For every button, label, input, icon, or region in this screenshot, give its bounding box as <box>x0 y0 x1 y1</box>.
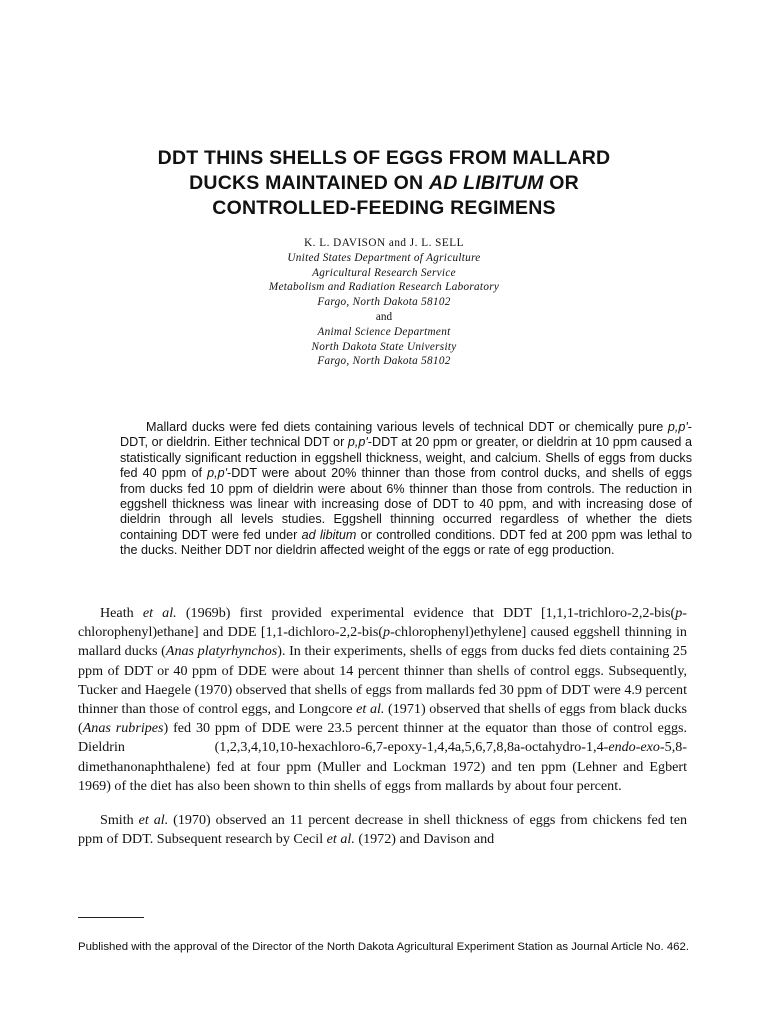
body-text: (1970) observed an 11 percent decrease in shell thickness of eggs from chickens fed ten ppm of DDT. Subsequent research by Cecil <box>78 812 688 848</box>
body-text: -5,8-dimethanonaphthalene) fed at four ppm (Muller and Lockman 1972) and ten ppm (Lehner and Egbert 1969) of the diet has also been shown to thin shells of eggs from mallards by about four percent. <box>78 739 687 794</box>
affiliation-line: Fargo, North Dakota 58102 <box>317 296 451 309</box>
abstract-text: or controlled conditions. DDT fed at 200 ppm was lethal to the ducks. Neither DDT nor dieldrin affected weight of the eggs or rate of egg production. <box>120 527 692 558</box>
affiliation-line: Fargo, North Dakota 58102 <box>317 355 451 368</box>
body-text: (1969b) first provided experimental evidence that DDT [1,1,1-trichloro-2,2-bis( <box>176 605 676 621</box>
affiliation-line: North Dakota State University <box>311 340 457 353</box>
author-byline <box>0 236 768 369</box>
abstract-italic: p,p' <box>667 420 688 434</box>
abstract-paragraph <box>120 420 692 559</box>
body-italic: et al. <box>138 812 169 829</box>
body-italic: et al. <box>142 605 177 621</box>
abstract-text: -DDT at 20 ppm or greater, or dieldrin at 10 ppm caused a statistically significant reduction in eggshell thickness, weight, and calcium. Shells of eggs from ducks fed 40 ppm of <box>120 435 693 481</box>
footnote-divider <box>78 917 144 918</box>
abstract-text: -DDT, or dieldrin. Either technical DDT or <box>120 420 692 450</box>
article-body <box>78 604 687 849</box>
footnote: Published with the approval of the Director of the North Dakota Agricultural Experiment Station as Journal Article No. 462. <box>78 941 689 953</box>
title-line-2 <box>189 172 579 194</box>
body-text: Smith <box>100 812 139 829</box>
title-line-1: DDT THINS SHELLS OF EGGS FROM MALLARD <box>157 147 611 169</box>
body-text: Heath <box>100 605 143 621</box>
body-text: ) fed 30 ppm of DDE were 23.5 percent thinner at the equator than those of control eggs. Dieldrin (1,2,3,4,10,10-hexachloro-6,7-epoxy-1,4,4a,5,6,7,8,8a-octahydro-1,4- <box>78 720 687 756</box>
title-italic-ad-libitum: AD LIBITUM <box>428 172 544 194</box>
abstract-text: Mallard ducks were fed diets containing various levels of technical DDT or chemically pure <box>146 420 668 434</box>
body-italic: et al. <box>356 701 385 718</box>
body-paragraph-2 <box>78 811 687 849</box>
author-names: K. L. DAVISON and J. L. SELL <box>304 237 464 249</box>
title-line-3: CONTROLLED-FEEDING REGIMENS <box>212 197 556 219</box>
abstract-italic: p,p' <box>347 435 368 450</box>
body-text: -chlorophenyl)ethane] and DDE [1,1-dichloro-2,2-bis( <box>78 605 687 641</box>
body-text: (1972) and Davison and <box>354 831 495 848</box>
body-paragraph-1 <box>78 604 687 796</box>
abstract-italic: p,p' <box>207 466 228 481</box>
body-text: ). In their experiments, shells of eggs from ducks fed diets containing 25 ppm of DDT or 40 ppm of DDE were about 14 percent thinner than shells of control eggs. Subsequently, Tucker and Haegele (1970) observed that shells of eggs from mallards fed 30 ppm of DDT were 4.9 percent thinner than those of control eggs, and Longcore <box>78 643 688 718</box>
affiliation-line: Metabolism and Radiation Research Laboratory <box>268 281 500 294</box>
body-italic: p <box>675 605 683 621</box>
abstract <box>120 420 692 559</box>
article-title <box>0 146 768 221</box>
body-italic: endo-exo <box>608 739 660 756</box>
body-text: -chlorophenyl)ethylene] caused eggshell thinning in mallard ducks ( <box>78 624 687 660</box>
title-line-2-start: DUCKS MAINTAINED ON <box>189 172 429 194</box>
body-text: (1971) observed that shells of eggs from black ducks ( <box>78 701 687 737</box>
affiliation-line: United States Department of Agriculture <box>287 251 481 264</box>
affiliation-connector: and <box>375 310 393 323</box>
affiliation-line: Agricultural Research Service <box>312 266 456 279</box>
body-italic: et al. <box>326 831 355 848</box>
abstract-text: -DDT were about 20% thinner than those from control ducks, and shells of eggs from ducks fed 10 ppm of dieldrin were about 6% thinner than those from controls. The reduction in eggshell thickness was linear with increasing dose of DDT to 40 ppm, and with increasing dose of dieldrin through all levels studies. Eggshell thinning occurred regardless of whether the diets containing DDT were fed under <box>120 466 692 542</box>
body-italic: Anas platyrhynchos <box>165 643 278 660</box>
abstract-italic: ad libitum <box>301 527 357 542</box>
title-line-2-end: OR <box>543 172 579 194</box>
body-italic: Anas rubripes <box>82 720 164 737</box>
body-italic: p <box>383 624 391 641</box>
affiliation-line: Animal Science Department <box>317 325 451 338</box>
